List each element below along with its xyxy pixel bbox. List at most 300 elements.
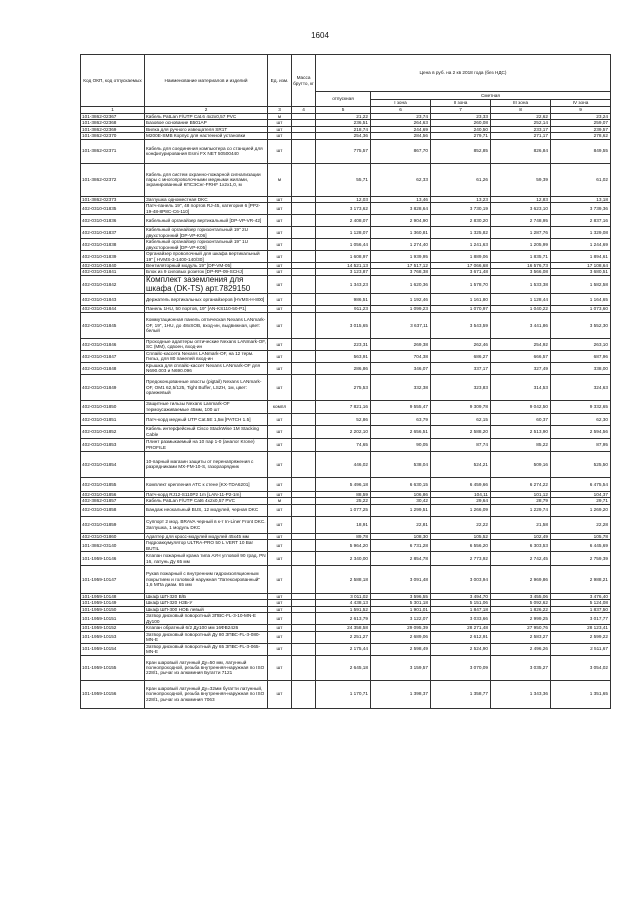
cell-zone-1-price: 538,04	[371, 451, 431, 477]
cell-unit: шт	[268, 312, 292, 338]
cell-zone-1-price: 1 620,36	[371, 275, 431, 294]
cell-release-price: 2 340,00	[316, 552, 371, 566]
column-index: 4	[292, 107, 316, 114]
cell-code: 402-0310-01859	[81, 516, 145, 533]
cell-code: 402-0310-01850	[81, 400, 145, 413]
cell-release-price: 2 408,07	[316, 215, 371, 227]
cell-unit: шт	[268, 491, 292, 497]
table-row	[81, 275, 611, 294]
cell-zone-3-price: 1 826,22	[491, 606, 551, 612]
cell-zone-2-price: 105,52	[431, 533, 491, 539]
table-row	[81, 239, 611, 251]
cell-unit: шт	[268, 120, 292, 126]
cell-unit: шт	[268, 133, 292, 139]
cell-zone-4-price: 3 552,30	[551, 312, 611, 338]
cell-release-price: 21,22	[316, 114, 371, 120]
cell-unit: шт	[268, 263, 292, 269]
cell-unit: м	[268, 498, 292, 504]
cell-zone-1-price: 3 828,64	[371, 203, 431, 215]
table-row	[81, 227, 611, 239]
cell-release-price: 4 438,13	[316, 600, 371, 606]
cell-name: Проходные адаптеры оптические Nexans LANmark-OF, SC (MM), сдвоен, вход-ин	[146, 338, 266, 350]
cell-name: Кабель PatLan F/UTP Cat6 4x2x0,57 PVC	[145, 498, 268, 504]
table-row	[81, 413, 611, 425]
table-row	[81, 338, 611, 350]
column-index-row	[81, 107, 611, 114]
cell-unit: шт	[268, 126, 292, 132]
cell-zone-1-price: 1 099,23	[371, 306, 431, 312]
cell-zone-2-price: 1 241,63	[431, 239, 491, 251]
cell-unit: шт	[268, 413, 292, 425]
column-index: 6	[371, 107, 431, 114]
cell-zone-3-price: 9 042,50	[491, 400, 551, 413]
table-row	[81, 139, 611, 163]
cell-unit: шт	[268, 516, 292, 533]
cell-release-price: 5 496,18	[316, 477, 371, 491]
cell-zone-2-price: 260,08	[431, 120, 491, 126]
cell-mass	[292, 425, 316, 438]
cell-unit: шт	[268, 600, 292, 606]
cell-code: 101-3862-02368	[81, 120, 145, 126]
cell-zone-4-price: 104,37	[551, 491, 611, 497]
cell-zone-2-price: 2 612,91	[431, 631, 491, 643]
cell-zone-2-price: 17 066,68	[431, 263, 491, 269]
cell-release-price: 3 123,87	[316, 269, 371, 275]
cell-release-price: 1 591,52	[316, 606, 371, 612]
cell-zone-3-price: 1 343,36	[491, 680, 551, 708]
cell-unit: шт	[268, 362, 292, 374]
cell-zone-2-price: 3 494,70	[431, 594, 491, 600]
table-row	[81, 680, 611, 708]
cell-zone-4-price: 29,71	[551, 498, 611, 504]
cell-release-price: 236,51	[316, 120, 371, 126]
cell-zone-1-price: 2 904,90	[371, 215, 431, 227]
cell-zone-4-price: 2 759,39	[551, 552, 611, 566]
cell-zone-2-price: 6 459,66	[431, 477, 491, 491]
cell-zone-4-price: 87,95	[551, 438, 611, 451]
cell-zone-3-price: 1 040,22	[491, 306, 551, 312]
cell-name: Клапан обратный 6/2 Ду100 мм 16ФВ2426	[145, 625, 268, 631]
cell-zone-3-price: 21,58	[491, 516, 551, 533]
cell-zone-3-price: 1 533,38	[491, 275, 551, 294]
cell-name: Патч-корд RJ12-S110P2 1m [LAN-11-P2-1m]	[145, 491, 268, 497]
cell-zone-4-price: 3 739,36	[551, 203, 611, 215]
cell-name: Адаптер для кросс-модулей модулей 45x45 мм	[145, 533, 268, 539]
cell-name: Вентиляторный модуль 19" [DP-VM-05]	[145, 263, 268, 269]
table-row	[81, 350, 611, 362]
cell-mass	[292, 275, 316, 294]
cell-zone-4-price: 22,28	[551, 516, 611, 533]
cell-zone-3-price: 102,49	[491, 533, 551, 539]
cell-zone-3-price: 271,17	[491, 133, 551, 139]
column-index: 8	[491, 107, 551, 114]
cell-zone-1-price: 6 630,15	[371, 477, 431, 491]
cell-zone-2-price: 337,17	[431, 362, 491, 374]
cell-zone-2-price: 1 358,77	[431, 680, 491, 708]
cell-mass	[292, 239, 316, 251]
cell-name: Затвор дисковый поворотный Ду 65 ЗПВС-FL-3-065-MN-E	[145, 643, 268, 655]
cell-code: 402-0310-01858	[81, 504, 145, 516]
cell-mass	[292, 631, 316, 643]
cell-name: 10-парный магазин защиты от перенапряжения с разрядниками MX-FM-10-S, газоразрядник	[145, 451, 268, 477]
table-row	[81, 163, 611, 196]
cell-release-price: 254,36	[316, 133, 371, 139]
cell-zone-1-price: 63,79	[371, 413, 431, 425]
cell-zone-3-price: 3 566,08	[491, 269, 551, 275]
cell-zone-2-price: 852,85	[431, 139, 491, 163]
cell-release-price: 5 964,20	[316, 540, 371, 552]
header-zone-2: II зона	[431, 100, 491, 107]
cell-code: 101-1959-10156	[81, 680, 145, 708]
cell-zone-3-price: 22,62	[491, 114, 551, 120]
cell-unit: шт	[268, 227, 292, 239]
cell-code: 101-1959-10150	[81, 606, 145, 612]
cell-mass	[292, 655, 316, 680]
cell-zone-1-price: 284,56	[371, 133, 431, 139]
cell-code: 402-0310-01842	[81, 275, 145, 294]
cell-zone-4-price: 2 837,16	[551, 215, 611, 227]
cell-zone-1-price: 106,86	[371, 491, 431, 497]
cell-zone-4-price: 1 244,69	[551, 239, 611, 251]
cell-unit: компл	[268, 400, 292, 413]
cell-mass	[292, 613, 316, 625]
cell-zone-2-price: 323,83	[431, 374, 491, 400]
cell-zone-1-price: 3 122,07	[371, 613, 431, 625]
cell-unit: шт	[268, 196, 292, 202]
cell-zone-3-price: 6 274,22	[491, 477, 551, 491]
cell-zone-4-price: 1 329,08	[551, 227, 611, 239]
cell-zone-1-price: 3 091,48	[371, 566, 431, 594]
cell-zone-2-price: 6 556,20	[431, 540, 491, 552]
cell-name: Панель 1HU, 50 портов, 19" [AN-KS110-50-P1]	[145, 306, 268, 312]
cell-mass	[292, 215, 316, 227]
cell-zone-3-price: 3 455,06	[491, 594, 551, 600]
cell-release-price: 2 645,18	[316, 655, 371, 680]
cell-release-price: 88,59	[316, 491, 371, 497]
cell-mass	[292, 362, 316, 374]
cell-code: 402-0310-01851	[81, 413, 145, 425]
cell-zone-1-price: 3 596,55	[371, 594, 431, 600]
cell-zone-3-price: 2 999,25	[491, 613, 551, 625]
table-row	[81, 400, 611, 413]
cell-unit: шт	[268, 477, 292, 491]
cell-zone-3-price: 3 035,27	[491, 655, 551, 680]
cell-release-price: 2 588,18	[316, 566, 371, 594]
cell-code: 402-0310-01847	[81, 350, 145, 362]
cell-unit: шт	[268, 425, 292, 438]
cell-unit: шт	[268, 625, 292, 631]
cell-zone-4-price: 1 582,58	[551, 275, 611, 294]
cell-name: Патч-корд медный UTP Cat.5E 1,5м [PATCH 1.5]	[145, 413, 268, 425]
cell-zone-3-price: 327,49	[491, 362, 551, 374]
cell-release-price: 446,02	[316, 451, 371, 477]
cell-release-price: 1 170,71	[316, 680, 371, 708]
cell-zone-1-price: 346,07	[371, 362, 431, 374]
cell-release-price: 55,71	[316, 163, 371, 196]
cell-name: Защитные гильзы Nexans Lanmark-OF термоусаживаемые 45мм, 100 шт	[145, 400, 268, 413]
cell-code: 402-0310-01856	[81, 491, 145, 497]
table-row	[81, 425, 611, 438]
cell-zone-2-price: 61,26	[431, 163, 491, 196]
cell-unit: шт	[268, 203, 292, 215]
cell-name: Предоконцованные хвосты (pigtail) Nexans LANmark-OF, OM1 62,5/125, Tight Buffer, LSZH, 1м, цвет: оранжевый	[145, 374, 268, 400]
cell-zone-2-price: 9 309,78	[431, 400, 491, 413]
cell-mass	[292, 643, 316, 655]
cell-zone-1-price: 62,33	[371, 163, 431, 196]
cell-zone-3-price: 254,92	[491, 338, 551, 350]
cell-zone-1-price: 1 939,95	[371, 251, 431, 263]
cell-unit: шт	[268, 306, 292, 312]
cell-zone-2-price: 29,64	[431, 498, 491, 504]
cell-code: 402-0310-01854	[81, 451, 145, 477]
cell-code: 402-0310-01860	[81, 533, 145, 539]
cell-zone-3-price: 16 576,73	[491, 263, 551, 269]
cell-zone-1-price: 108,30	[371, 533, 431, 539]
cell-zone-4-price: 13,18	[551, 196, 611, 202]
cell-zone-1-price: 1 360,81	[371, 227, 431, 239]
cell-zone-2-price: 2 830,20	[431, 215, 491, 227]
cell-zone-2-price: 1 578,70	[431, 275, 491, 294]
cell-release-price: 911,23	[316, 306, 371, 312]
table-row	[81, 374, 611, 400]
cell-zone-3-price: 2 513,90	[491, 425, 551, 438]
cell-name: Клапан пожарный крана типа АУН угловой 90 град. PN 16, латунь Ду 65 мм	[146, 553, 266, 564]
cell-unit: шт	[268, 294, 292, 306]
cell-zone-4-price: 28 123,41	[551, 625, 611, 631]
table-row	[81, 631, 611, 643]
cell-zone-3-price: 60,37	[491, 413, 551, 425]
cell-name: Патч-панель 19", 48 портов RJ-45, категория 6 [PP2-19-48-8P8C-C6-110]	[145, 203, 268, 215]
cell-zone-1-price: 244,69	[371, 126, 431, 132]
cell-zone-4-price: 6 445,69	[551, 540, 611, 552]
cell-code: 402-0310-01844	[81, 306, 145, 312]
header-zone-3: III зона	[491, 100, 551, 107]
cell-zone-2-price: 3 033,66	[431, 613, 491, 625]
cell-zone-3-price: 509,16	[491, 451, 551, 477]
column-index: 2	[145, 107, 268, 114]
cell-code: 402-0310-01849	[81, 374, 145, 400]
cell-name: Кабель PatLan F/UTP Cat.6 4x2x0,57 PVC	[145, 114, 268, 120]
cell-name: Шкаф ШП-320 НЗБ-У	[145, 600, 268, 606]
cell-zone-3-price: 1 835,71	[491, 251, 551, 263]
cell-zone-1-price: 3 768,38	[371, 269, 431, 275]
column-index: 7	[431, 107, 491, 114]
cell-zone-3-price: 3 441,86	[491, 312, 551, 338]
cell-zone-2-price: 2 524,90	[431, 643, 491, 655]
cell-zone-4-price: 849,55	[551, 139, 611, 163]
cell-zone-4-price: 259,07	[551, 120, 611, 126]
cell-zone-2-price: 13,23	[431, 196, 491, 202]
cell-unit: шт	[268, 566, 292, 594]
cell-mass	[292, 516, 316, 533]
cell-zone-1-price: 2 598,49	[371, 643, 431, 655]
table-row	[81, 451, 611, 477]
cell-zone-1-price: 6 731,28	[371, 540, 431, 552]
cell-zone-4-price: 1 351,65	[551, 680, 611, 708]
cell-unit: шт	[268, 655, 292, 680]
cell-code: 402-0310-01836	[81, 215, 145, 227]
cell-code: 402-0310-01839	[81, 251, 145, 263]
cell-release-price: 1 343,23	[316, 275, 371, 294]
cell-zone-3-price: 27 950,76	[491, 625, 551, 631]
cell-zone-2-price: 240,50	[431, 126, 491, 132]
cell-zone-4-price: 1 837,50	[551, 606, 611, 612]
price-table	[80, 54, 611, 709]
cell-zone-3-price: 1 229,74	[491, 504, 551, 516]
cell-zone-2-price: 3 070,09	[431, 655, 491, 680]
cell-code: 101-1959-10149	[81, 600, 145, 606]
cell-zone-1-price: 9 555,47	[371, 400, 431, 413]
cell-zone-1-price: 1 901,01	[371, 606, 431, 612]
cell-zone-3-price: 666,57	[491, 350, 551, 362]
cell-release-price: 2 251,27	[316, 631, 371, 643]
cell-release-price: 3 011,02	[316, 594, 371, 600]
cell-zone-4-price: 3 680,51	[551, 269, 611, 275]
cell-mass	[292, 413, 316, 425]
cell-name: Шкаф ШП-320 В/Б	[145, 594, 268, 600]
table-row	[81, 552, 611, 566]
cell-release-price: 223,31	[316, 338, 371, 350]
cell-name: Кабельный органайзер вертикальный [DP-VP-VR-42]	[145, 215, 268, 227]
cell-release-price: 18,91	[316, 516, 371, 533]
cell-name: Затвор дисковый поворотный ЗПВС-FL-3-10-MN-E Ду100	[145, 613, 268, 625]
cell-code: 101-1959-10151	[81, 613, 145, 625]
cell-unit: шт	[268, 215, 292, 227]
cell-zone-4-price: 105,78	[551, 533, 611, 539]
cell-zone-4-price: 3 476,40	[551, 594, 611, 600]
cell-name: Крышка для сплайс-кассет Nexans LANmark-OF для N690.003 и N690.096	[145, 362, 268, 374]
cell-mass	[292, 374, 316, 400]
header-release: отпускная	[316, 92, 371, 107]
cell-name: Кран шаровый латунный Ду=50 мм, латунный полнопроходной, резьба внутренняя-наружная по ISO 228/1, рычаг из алюминия Бугатти 7121	[145, 655, 268, 680]
cell-code: 101-1959-10147	[81, 566, 145, 594]
cell-name: Сплайс-кассета Nexans LANmark-OF, на 12 терм. Гильз, для 80 панелей вход-ин	[145, 350, 268, 362]
header-name: Наименование материалов и изделий	[145, 55, 268, 107]
cell-unit: шт	[268, 438, 292, 451]
cell-zone-4-price: 687,96	[551, 350, 611, 362]
table-row	[81, 655, 611, 680]
cell-release-price: 52,86	[316, 413, 371, 425]
column-index: 3	[268, 107, 292, 114]
cell-code: 101-1959-10153	[81, 631, 145, 643]
cell-zone-3-price: 5 092,62	[491, 600, 551, 606]
cell-mass	[292, 451, 316, 477]
cell-unit: шт	[268, 533, 292, 539]
cell-zone-3-price: 2 742,45	[491, 552, 551, 566]
table-row	[81, 438, 611, 451]
cell-zone-4-price: 62,30	[551, 413, 611, 425]
column-index: 5	[316, 107, 371, 114]
table-row	[81, 566, 611, 594]
cell-code: 402-0310-01838	[81, 239, 145, 251]
cell-zone-1-price: 22,81	[371, 516, 431, 533]
cell-unit: шт	[268, 374, 292, 400]
cell-unit: шт	[268, 275, 292, 294]
cell-unit: шт	[268, 631, 292, 643]
cell-release-price: 2 613,79	[316, 613, 371, 625]
cell-name: Затвор дисковый поворотный Ду 80 ЗПВС-FL-3-080-MN-E	[145, 631, 268, 643]
cell-name: Вилка для ручного извещателя SR1T	[145, 126, 268, 132]
cell-mass	[292, 163, 316, 196]
cell-zone-4-price: 2 594,56	[551, 425, 611, 438]
cell-release-price: 218,74	[316, 126, 371, 132]
cell-zone-4-price: 9 332,65	[551, 400, 611, 413]
cell-unit: шт	[268, 350, 292, 362]
cell-release-price: 74,65	[316, 438, 371, 451]
cell-zone-3-price: 826,84	[491, 139, 551, 163]
cell-zone-1-price: 23,74	[371, 114, 431, 120]
cell-mass	[292, 251, 316, 263]
header-estimate: Сметная	[371, 92, 611, 100]
cell-zone-4-price: 263,10	[551, 338, 611, 350]
cell-code: 101-3862-02371	[81, 139, 145, 163]
cell-zone-4-price: 1 894,61	[551, 251, 611, 263]
cell-unit: м	[268, 163, 292, 196]
cell-unit: шт	[268, 139, 292, 163]
cell-zone-4-price: 2 511,67	[551, 643, 611, 655]
cell-code: 402-3862-01857	[81, 498, 145, 504]
cell-zone-1-price: 2 656,51	[371, 425, 431, 438]
cell-release-price: 286,86	[316, 362, 371, 374]
cell-zone-4-price: 5 124,08	[551, 600, 611, 606]
cell-zone-3-price: 59,39	[491, 163, 551, 196]
cell-mass	[292, 338, 316, 350]
cell-mass	[292, 400, 316, 413]
cell-zone-1-price: 90,05	[371, 438, 431, 451]
cell-code: 402-0310-01845	[81, 312, 145, 338]
cell-zone-2-price: 1 847,18	[431, 606, 491, 612]
cell-unit: м	[268, 114, 292, 120]
header-code: Код ОКП, код отпускаемых	[81, 55, 145, 107]
cell-release-price: 1 077,25	[316, 504, 371, 516]
cell-unit: шт	[268, 680, 292, 708]
cell-zone-3-price: 252,14	[491, 120, 551, 126]
cell-release-price: 2 202,10	[316, 425, 371, 438]
cell-code: 402-0310-01852	[81, 425, 145, 438]
cell-mass	[292, 540, 316, 552]
cell-zone-3-price: 101,12	[491, 491, 551, 497]
cell-mass	[292, 680, 316, 708]
cell-release-price: 3 173,62	[316, 203, 371, 215]
cell-zone-3-price: 2 969,86	[491, 566, 551, 594]
cell-zone-2-price: 104,11	[431, 491, 491, 497]
cell-mass	[292, 504, 316, 516]
cell-zone-3-price: 28,79	[491, 498, 551, 504]
cell-zone-3-price: 2 496,26	[491, 643, 551, 655]
cell-release-price: 14 521,13	[316, 263, 371, 269]
cell-unit: шт	[268, 504, 292, 516]
cell-mass	[292, 139, 316, 163]
cell-code: 402-0310-01835	[81, 203, 145, 215]
cell-zone-2-price: 1 889,06	[431, 251, 491, 263]
cell-release-price: 12,03	[316, 196, 371, 202]
cell-zone-4-price: 525,50	[551, 451, 611, 477]
cell-name: Кабель интерфейсный Cisco StackWise 1M Stacking Cable	[145, 425, 268, 438]
cell-zone-4-price: 61,02	[551, 163, 611, 196]
table-row	[81, 504, 611, 516]
cell-zone-1-price: 269,38	[371, 338, 431, 350]
cell-mass	[292, 566, 316, 594]
cell-zone-2-price: 279,71	[431, 133, 491, 139]
cell-code: 101-1959-10148	[81, 594, 145, 600]
cell-zone-2-price: 1 161,80	[431, 294, 491, 306]
cell-unit: шт	[268, 606, 292, 612]
cell-release-price: 275,53	[316, 374, 371, 400]
cell-name: Кран шаровый латунный Ду=32мм бугатти латунный, полнопроходной, резьба внутренняя-наружная по ISO 228/1, рычаг из алюминия 7063	[145, 680, 268, 708]
cell-zone-2-price: 22,22	[431, 516, 491, 533]
cell-zone-3-price: 1 287,76	[491, 227, 551, 239]
cell-zone-1-price: 2 854,78	[371, 552, 431, 566]
